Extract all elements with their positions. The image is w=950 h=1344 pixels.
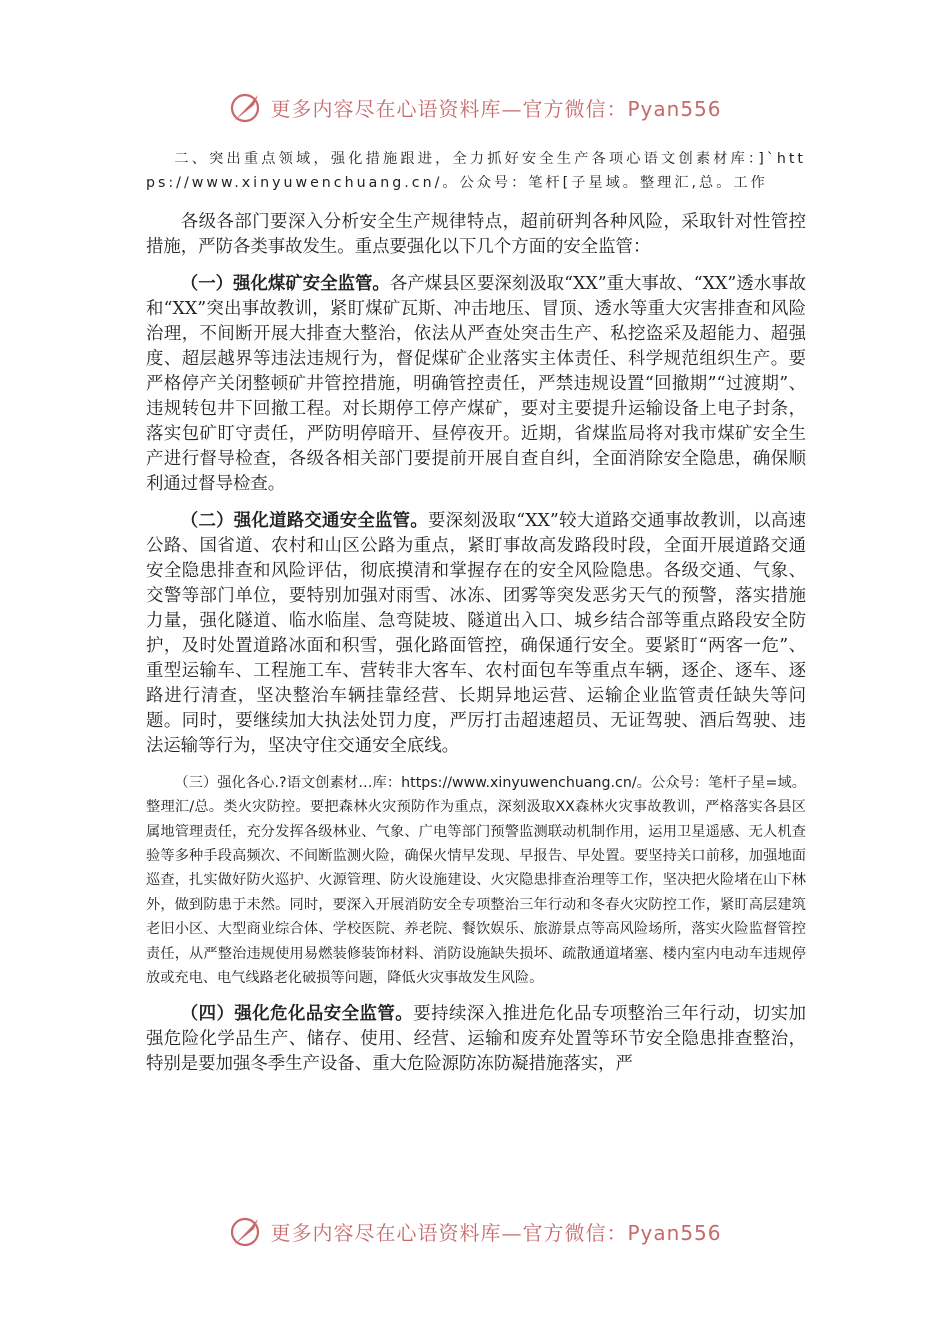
banner-text: 更多内容尽在心语资料库—官方微信：Pyan556 — [270, 96, 722, 121]
footer-watermark-banner — [0, 1206, 950, 1256]
header-watermark-banner — [0, 82, 950, 132]
banner-text: 更多内容尽在心语资料库—官方微信：Pyan556 — [270, 1220, 722, 1245]
paragraph-intro: 各级各部门要深入分析安全生产规律特点，超前研判各种风险，采取针对性管控措施，严防各类事故发生。重点要强化以下几个方面的安全监管： — [146, 211, 806, 257]
paragraph-road-traffic: （二）强化道路交通安全监管。要深刻汲取“XX”较大道路交通事故教训，以高速公路、国省道、农村和山区公路为重点，紧盯事故高发路段时段，全面开展道路交通安全隐患排查和风险评估，彻底摸清和掌握存在的安全风险隐患。各级交通、气象、交警等部门单位，要特别加强对雨雪、冰冻、团雾等突发恶劣天气的预警，落实措施力量，强化隧道、临水临崖、急弯陡坡、隧道出入口、城乡结合部等重点路段安全防护，及时处置道路冰面和积雪，强化路面管控，确保通行安全。要紧盯“两客一危”、重型运输车、工程施工车、营转非大客车、农村面包车等重点车辆，逐企、逐车、逐路进行清查，坚决整治车辆挂靠经营、长期异地运营、运输企业监管责任缺失等问题。同时，要继续加大执法处罚力度，严厉打击超速超员、无证驾驶、酒后驾驶、违法运输等行为，坚决守住交通安全底线。 — [146, 510, 806, 756]
quill-logo-icon — [228, 89, 264, 125]
paragraph-section-two: 二、突出重点领域，强化措施跟进，全力抓好安全生产各项心语文创素材库：]`https://www.xinyuwenchuang.cn/。公众号：笔杆[子星域。整理汇,总。工作 — [146, 151, 806, 192]
heading-hazardous-chemicals: （四）强化危化品安全监管。 — [180, 1004, 414, 1025]
paragraph-hazardous-chemicals: （四）强化危化品安全监管。要持续深入推进危化品专项整治三年行动，切实加强危险化学品生产、储存、使用、经营、运输和废弃处置等环节安全隐患排查整治，特别是要加强冬季生产设备、重大危险源防冻防凝措施落实，严 — [146, 1004, 806, 1075]
quill-logo-icon — [228, 1213, 264, 1249]
paragraph-coal-mine: （一）强化煤矿安全监管。各产煤县区要深刻汲取“XX”重大事故、“XX”透水事故和“XX”突出事故教训，紧盯煤矿瓦斯、冲击地压、冒顶、透水等重大灾害排查和风险治理，不间断开展大排查大整治，依法从严查处突击生产、私挖盗采及超能力、超强度、超层越界等违法违规行为，督促煤矿企业落实主体责任、科学规范组织生产。要严格停产关闭整顿矿井管控措施，明确管控责任，严禁违规设置“回撤期”“过渡期”、违规转包井下回撤工程。对长期停工停产煤矿，要对主要提升运输设备上电子封条，落实包矿盯守责任，严防明停暗开、昼停夜开。近期，省煤监局将对我市煤矿安全生产进行督导检查，各级各相关部门要提前开展自查自纠，全面消除安全隐患，确保顺利通过督导检查。 — [146, 273, 806, 494]
paragraph-fire-control: （三）强化各心.?语文创素材…库：https://www.xinyuwenchuang.cn/。公众号：笔杆子星=域。整理汇/总。类火灾防控。要把森林火灾预防作为重点，深刻汲取XX森林火灾事故教训，严格落实各县区属地管理责任，充分发挥各级林业、气象、广电等部门预警监测联动机制作用，运用卫星遥感、无人机查验等多种手段高频次、不间断监测火险，确保火情早发现、早报告、早处置。要坚持关口前移，加强地面巡查，扎实做好防火巡护、火源管理、防火设施建设、火灾隐患排查治理等工作，坚决把火险堵在山下林外，做到防患于未然。同时，要深入开展消防安全专项整治三年行动和冬春火灾防控工作，紧盯高层建筑老旧小区、大型商业综合体、学校医院、养老院、餐饮娱乐、旅游景点等高风险场所，落实火险监督管控责任，从严整治违规使用易燃装修装饰材料、消防设施缺失损坏、疏散通道堵塞、楼内室内电动车违规停放或充电、电气线路老化破损等问题，降低火灾事故发生风险。 — [146, 774, 806, 987]
heading-road-traffic: （二）强化道路交通安全监管。 — [180, 510, 428, 531]
heading-coal-mine: （一）强化煤矿安全监管。 — [180, 273, 390, 294]
document-body — [146, 147, 806, 1077]
